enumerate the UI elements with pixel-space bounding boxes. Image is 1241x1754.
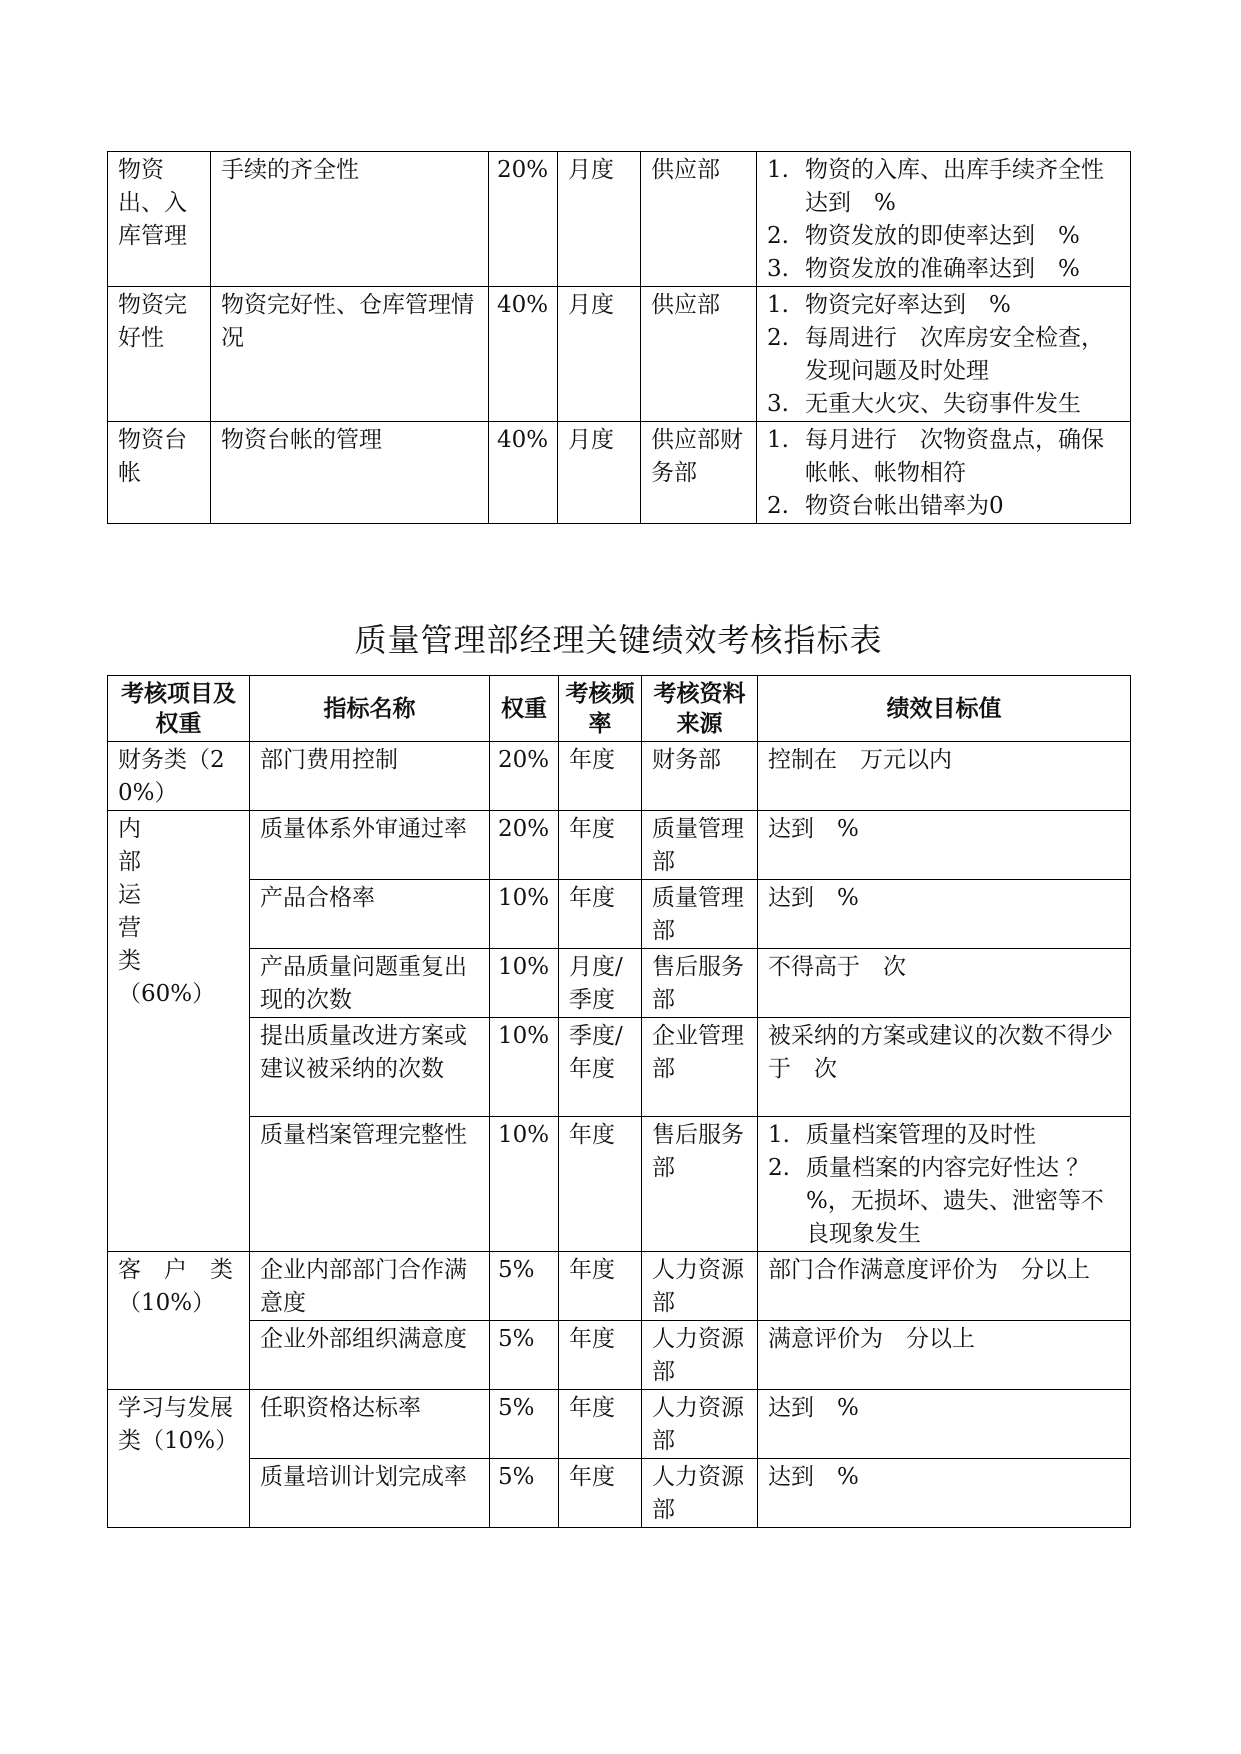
- source-cell: 财务部: [642, 742, 758, 811]
- frequency-cell: 月度: [558, 152, 641, 287]
- target-cell: 不得高于 次: [758, 949, 1131, 1018]
- source-cell: 人力资源部: [642, 1390, 758, 1459]
- weight-cell: 20%: [489, 152, 558, 287]
- source-cell: 供应部: [641, 287, 757, 422]
- frequency-cell: 季度/年度: [559, 1018, 642, 1117]
- quality-kpi-table: [107, 675, 1131, 1528]
- weight-cell: 5%: [490, 1321, 559, 1390]
- frequency-cell: 年度: [559, 811, 642, 880]
- list-item: 2. 质量档案的内容完好性达 ？ %，无损坏、遗失、泄密等不良现象发生: [768, 1155, 1104, 1247]
- list-item: 2. 物资发放的即使率达到 %: [767, 223, 1080, 249]
- table-row: [108, 287, 1131, 422]
- table-row: [108, 1321, 1131, 1390]
- header-target: 绩效目标值: [758, 676, 1131, 742]
- table-row: [108, 1018, 1131, 1117]
- indicator-cell: 手续的齐全性: [211, 152, 489, 287]
- target-cell: [757, 152, 1131, 287]
- weight-cell: 10%: [490, 880, 559, 949]
- target-cell: 控制在 万元以内: [758, 742, 1131, 811]
- list-item: 1. 质量档案管理的及时性: [768, 1122, 1036, 1148]
- target-cell: [757, 422, 1131, 524]
- target-cell: 达到 %: [758, 880, 1131, 949]
- indicator-cell: 企业内部部门合作满意度: [250, 1252, 490, 1321]
- assessment-item-cell: 物资台帐: [108, 422, 211, 524]
- assessment-item-cell: 物资完好性: [108, 287, 211, 422]
- table-row: [108, 1390, 1131, 1459]
- indicator-cell: 物资完好性、仓库管理情况: [211, 287, 489, 422]
- target-cell: 被采纳的方案或建议的次数不得少于 次: [758, 1018, 1131, 1117]
- header-source: 考核资料来源: [642, 676, 758, 742]
- indicator-cell: 企业外部组织满意度: [250, 1321, 490, 1390]
- table-row: [108, 1252, 1131, 1321]
- list-item: 2. 物资台帐出错率为0: [767, 493, 1004, 519]
- source-cell: 人力资源部: [642, 1459, 758, 1528]
- target-list: [767, 154, 1120, 286]
- source-cell: 质量管理部: [642, 811, 758, 880]
- target-cell: 达到 %: [758, 811, 1131, 880]
- source-cell: 供应部: [641, 152, 757, 287]
- target-cell: 达到 %: [758, 1390, 1131, 1459]
- frequency-cell: 年度: [559, 880, 642, 949]
- table-row: [108, 742, 1131, 811]
- target-cell: 达到 %: [758, 1459, 1131, 1528]
- frequency-cell: 年度: [559, 1459, 642, 1528]
- category-internal: 内 部 运 营 类 （60%）: [108, 811, 250, 1252]
- indicator-cell: 质量体系外审通过率: [250, 811, 490, 880]
- table-row: [108, 880, 1131, 949]
- frequency-cell: 年度: [559, 742, 642, 811]
- indicator-cell: 产品质量问题重复出现的次数: [250, 949, 490, 1018]
- weight-cell: 20%: [490, 742, 559, 811]
- header-weight: 权重: [490, 676, 559, 742]
- list-item: 1. 每月进行 次物资盘点，确保帐帐、帐物相符: [767, 427, 1104, 486]
- table-header-row: [108, 676, 1131, 742]
- frequency-cell: 月度: [558, 422, 641, 524]
- frequency-cell: 年度: [559, 1321, 642, 1390]
- page-title: 质量管理部经理关键绩效考核指标表: [354, 621, 883, 659]
- weight-cell: 5%: [490, 1459, 559, 1528]
- assessment-item-cell: 物资出、入库管理: [108, 152, 211, 287]
- source-cell: 质量管理部: [642, 880, 758, 949]
- weight-cell: 5%: [490, 1390, 559, 1459]
- weight-cell: 10%: [490, 949, 559, 1018]
- weight-cell: 40%: [489, 422, 558, 524]
- indicator-cell: 产品合格率: [250, 880, 490, 949]
- indicator-cell: 质量培训计划完成率: [250, 1459, 490, 1528]
- target-cell: 部门合作满意度评价为 分以上: [758, 1252, 1131, 1321]
- supply-kpi-table: [107, 151, 1131, 524]
- source-cell: 企业管理部: [642, 1018, 758, 1117]
- weight-cell: 10%: [490, 1018, 559, 1117]
- header-frequency: 考核频率: [559, 676, 642, 742]
- source-cell: 人力资源部: [642, 1321, 758, 1390]
- target-cell: 满意评价为 分以上: [758, 1321, 1131, 1390]
- list-item: 3. 物资发放的准确率达到 %: [767, 256, 1080, 282]
- frequency-cell: 年度: [559, 1117, 642, 1252]
- target-list: [767, 289, 1120, 421]
- target-cell: [757, 287, 1131, 422]
- indicator-cell: 任职资格达标率: [250, 1390, 490, 1459]
- target-list: [767, 424, 1120, 523]
- target-list: [768, 1119, 1120, 1251]
- source-cell: 售后服务部: [642, 1117, 758, 1252]
- frequency-cell: 年度: [559, 1390, 642, 1459]
- category-learning: 学习与发展类（10%）: [108, 1390, 250, 1528]
- table-row: [108, 152, 1131, 287]
- header-indicator: 指标名称: [250, 676, 490, 742]
- table-row: [108, 949, 1131, 1018]
- table-row: [108, 811, 1131, 880]
- indicator-cell: 提出质量改进方案或建议被采纳的次数: [250, 1018, 490, 1117]
- target-cell: [758, 1117, 1131, 1252]
- frequency-cell: 年度: [559, 1252, 642, 1321]
- indicator-cell: 部门费用控制: [250, 742, 490, 811]
- header-item: 考核项目及权重: [108, 676, 250, 742]
- table-row: [108, 1117, 1131, 1252]
- indicator-cell: 物资台帐的管理: [211, 422, 489, 524]
- category-finance: 财务类（20%）: [108, 742, 250, 811]
- category-customer: 客 户 类（10%）: [108, 1252, 250, 1390]
- indicator-cell: 质量档案管理完整性: [250, 1117, 490, 1252]
- source-cell: 人力资源部: [642, 1252, 758, 1321]
- table-row: [108, 422, 1131, 524]
- list-item: 2. 每周进行 次库房安全检查，发现问题及时处理: [767, 325, 1104, 384]
- frequency-cell: 月度: [558, 287, 641, 422]
- weight-cell: 10%: [490, 1117, 559, 1252]
- list-item: 1. 物资的入库、出库手续齐全性达到 %: [767, 157, 1104, 216]
- table-row: [108, 1459, 1131, 1528]
- source-cell: 售后服务部: [642, 949, 758, 1018]
- weight-cell: 20%: [490, 811, 559, 880]
- weight-cell: 5%: [490, 1252, 559, 1321]
- source-cell: 供应部财务部: [641, 422, 757, 524]
- list-item: 1. 物资完好率达到 %: [767, 292, 1011, 318]
- weight-cell: 40%: [489, 287, 558, 422]
- frequency-cell: 月度/季度: [559, 949, 642, 1018]
- list-item: 3. 无重大火灾、失窃事件发生: [767, 391, 1081, 417]
